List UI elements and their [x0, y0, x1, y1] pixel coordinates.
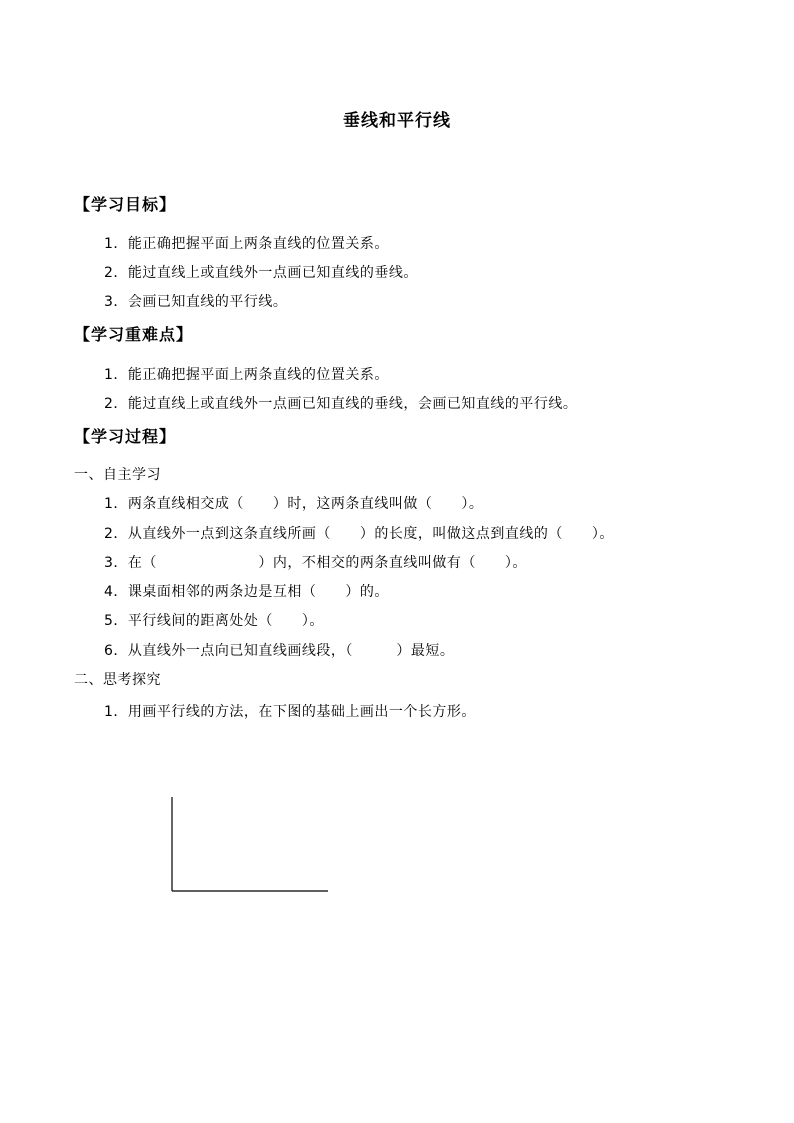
goal-item-3: 3．会画已知直线的平行线。	[104, 294, 288, 310]
self-study-item-5: 5．平行线间的距离处处（ ）。	[104, 613, 324, 629]
rectangle-start-figure	[170, 796, 330, 894]
self-study-item-3: 3．在（ ）内，不相交的两条直线叫做有（ ）。	[104, 555, 527, 571]
goal-item-2: 2．能过直线上或直线外一点画已知直线的垂线。	[104, 265, 418, 281]
document-title: 垂线和平行线	[343, 111, 451, 131]
self-study-item-6: 6．从直线外一点向已知直线画线段，（ ）最短。	[104, 643, 455, 659]
self-study-item-2: 2．从直线外一点到这条直线所画（ ）的长度，叫做这点到直线的（ ）。	[104, 526, 614, 542]
keypoint-item-1: 1．能正确把握平面上两条直线的位置关系。	[104, 367, 389, 383]
self-study-item-4: 4．课桌面相邻的两条边是互相（ ）的。	[104, 584, 389, 600]
explore-title: 二、思考探究	[74, 672, 161, 688]
key-points-heading: 【学习重难点】	[74, 325, 194, 344]
keypoint-item-2: 2．能过直线上或直线外一点画已知直线的垂线，会画已知直线的平行线。	[104, 396, 578, 412]
explore-item-1: 1．用画平行线的方法，在下图的基础上画出一个长方形。	[104, 704, 476, 720]
learning-process-heading: 【学习过程】	[74, 427, 177, 446]
self-study-title: 一、自主学习	[74, 467, 161, 483]
learning-goals-heading: 【学习目标】	[74, 195, 177, 214]
self-study-item-1: 1．两条直线相交成（ ）时，这两条直线叫做（ ）。	[104, 496, 484, 512]
goal-item-1: 1．能正确把握平面上两条直线的位置关系。	[104, 236, 389, 252]
